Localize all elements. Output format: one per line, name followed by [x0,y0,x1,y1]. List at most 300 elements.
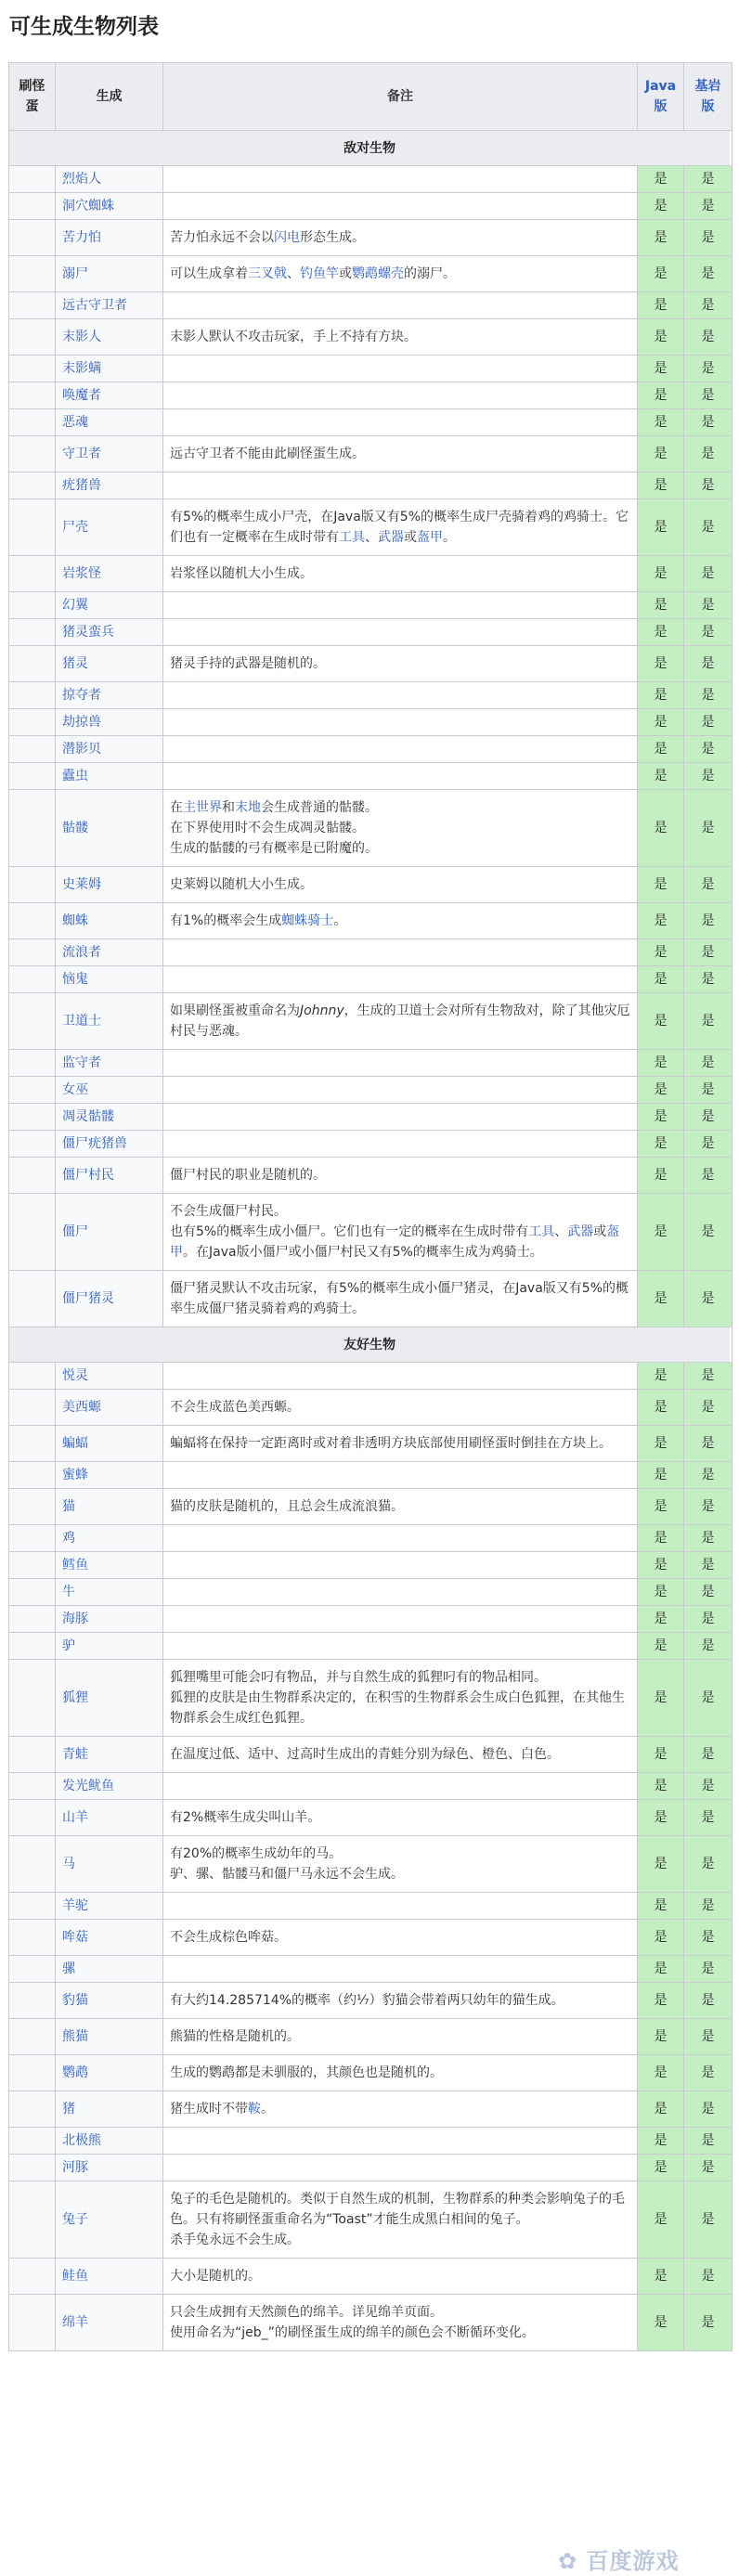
table-row [9,1158,732,1194]
note-text: 。 [443,530,456,545]
bedrock-support: 是 [684,736,732,762]
note-text: 只会生成拥有天然颜色的绵羊。详见绵羊页面。 [170,2305,443,2320]
java-support: 是 [638,1633,684,1659]
java-support: 是 [638,556,684,591]
java-support: 是 [638,2295,684,2350]
col-header-name: 生成 [56,63,163,130]
spawn-egg-icon [9,499,56,555]
java-support: 是 [638,1077,684,1103]
note-text: 或 [593,1224,607,1239]
java-support: 是 [638,1773,684,1799]
mob-name-link[interactable]: 猪灵 [56,646,163,681]
java-support: 是 [638,1462,684,1488]
col-header-egg: 刷怪蛋 [9,63,56,130]
note-link[interactable]: 盔甲 [417,530,443,545]
note-cell [163,1194,638,1270]
java-support: 是 [638,1050,684,1076]
spawn-egg-icon [9,1983,56,2018]
java-support: 是 [638,1363,684,1389]
mob-name-link[interactable]: 卫道士 [56,993,163,1049]
table-row [9,382,732,409]
note-text: 可以生成拿着 [170,266,248,281]
note-cell [163,1956,638,1982]
spawn-egg-icon [9,939,56,965]
note-text: 末影人默认不攻击玩家，手上不持有方块。 [170,330,417,344]
mob-name-link[interactable]: 美西螈 [56,1390,163,1425]
bedrock-support: 是 [684,2128,732,2154]
mob-name-link[interactable]: 守卫者 [56,436,163,472]
note-cell [163,763,638,789]
section-label: 敌对生物 [9,131,730,165]
mob-name-link[interactable]: 洞穴蜘蛛 [56,193,163,219]
spawn-egg-icon [9,736,56,762]
note-text: 有2%概率生成尖叫山羊。 [170,1810,321,1825]
bedrock-support: 是 [684,319,732,355]
note-cell [163,166,638,192]
java-support: 是 [638,1131,684,1157]
bedrock-support: 是 [684,709,732,735]
mob-name-link[interactable]: 蜜蜂 [56,1462,163,1488]
mob-name-link[interactable]: 鳕鱼 [56,1552,163,1578]
mob-name-link[interactable]: 恶魂 [56,409,163,435]
page-title: 可生成生物列表 [9,15,159,39]
java-support: 是 [638,1606,684,1632]
note-text: 在下界使用时不会生成凋灵骷髅。 [170,821,365,835]
spawn-egg-icon [9,619,56,645]
spawn-egg-icon [9,2019,56,2054]
bedrock-support: 是 [684,2295,732,2350]
mob-name-link[interactable]: 苦力怕 [56,220,163,255]
mob-name-link[interactable]: 兔子 [56,2181,163,2258]
mob-name-link[interactable]: 远古守卫者 [56,292,163,318]
table-row [9,1131,732,1158]
note-cell [163,382,638,408]
mob-name-link[interactable]: 凋灵骷髅 [56,1104,163,1130]
spawn-egg-icon [9,966,56,992]
mob-name-link[interactable]: 女巫 [56,1077,163,1103]
mob-name-link[interactable]: 骷髅 [56,790,163,866]
note-link[interactable]: 鞍 [248,2102,261,2116]
table-row [9,1271,732,1327]
mob-name-link[interactable]: 哞菇 [56,1920,163,1955]
mob-name-link[interactable]: 僵尸猪灵 [56,1271,163,1327]
note-cell [163,619,638,645]
java-support: 是 [638,2181,684,2258]
mob-name-link[interactable]: 羊驼 [56,1893,163,1919]
java-support: 是 [638,993,684,1049]
note-text: 岩浆怪以随机大小生成。 [170,566,313,581]
col-header-note: 备注 [163,63,638,130]
note-text: 会生成普通的骷髅。 [261,800,378,815]
java-support: 是 [638,682,684,708]
bedrock-support: 是 [684,382,732,408]
note-cell [163,1920,638,1955]
note-cell [163,709,638,735]
note-cell [163,993,638,1049]
note-text: 有大约14.285714%的概率（约⅐）豹猫会带着两只幼年的猫生成。 [170,1993,564,2008]
note-text: 狐狸嘴里可能会叼有物品，并与自然生成的狐狸叼有的物品相同。 [170,1670,547,1685]
note-link[interactable]: 鹦鹉螺壳 [352,266,404,281]
spawn-egg-icon [9,1271,56,1327]
java-support: 是 [638,1104,684,1130]
note-cell [163,1800,638,1835]
java-support: 是 [638,436,684,472]
note-text: 僵尸村民的职业是随机的。 [170,1168,326,1183]
spawn-egg-icon [9,763,56,789]
java-support: 是 [638,867,684,902]
spawn-egg-icon [9,1050,56,1076]
bedrock-support: 是 [684,1158,732,1193]
bedrock-support: 是 [684,1893,732,1919]
table-row [9,1920,732,1956]
mob-name-link[interactable]: 唤魔者 [56,382,163,408]
mob-name-link[interactable]: 烈焰人 [56,166,163,192]
note-link[interactable]: 工具 [528,1224,555,1239]
note-cell [163,2019,638,2054]
bedrock-support: 是 [684,409,732,435]
spawn-egg-icon [9,1606,56,1632]
note-cell [163,1633,638,1659]
mob-name-link[interactable]: 溺尸 [56,256,163,291]
mob-name-link[interactable]: 青蛙 [56,1737,163,1772]
table-row [9,1800,732,1836]
note-cell [163,472,638,498]
note-text: 生成的鹦鹉都是未驯服的，其颜色也是随机的。 [170,2065,443,2080]
table-row [9,619,732,646]
mob-name-link[interactable]: 史莱姆 [56,867,163,902]
bedrock-support: 是 [684,1737,732,1772]
spawn-egg-icon [9,1773,56,1799]
mob-name-link[interactable]: 幻翼 [56,592,163,618]
note-text: 的溺尸。 [404,266,456,281]
note-cell [163,1773,638,1799]
note-text: 猫的皮肤是随机的，且总会生成流浪猫。 [170,1499,404,1514]
table-row [9,1104,732,1131]
note-text: 和 [222,800,235,815]
note-cell [163,1426,638,1461]
bedrock-support: 是 [684,1920,732,1955]
note-cell [163,903,638,938]
note-cell [163,2055,638,2091]
table-row [9,2259,732,2295]
table-row [9,409,732,436]
java-support: 是 [638,1390,684,1425]
bedrock-support: 是 [684,1525,732,1551]
bedrock-support: 是 [684,220,732,255]
note-cell [163,1660,638,1736]
note-cell [163,319,638,355]
java-support: 是 [638,903,684,938]
java-support: 是 [638,2019,684,2054]
mob-name-link[interactable]: 掠夺者 [56,682,163,708]
bedrock-support: 是 [684,1633,732,1659]
mob-name-link[interactable]: 骡 [56,1956,163,1982]
table-row [9,1579,732,1606]
spawn-egg-icon [9,1489,56,1524]
mob-name-link[interactable]: 发光鱿鱼 [56,1773,163,1799]
mob-name-link[interactable]: 绵羊 [56,2295,163,2350]
note-cell [163,646,638,681]
bedrock-support: 是 [684,292,732,318]
note-cell [163,2295,638,2350]
spawn-egg-icon [9,2259,56,2294]
note-cell [163,409,638,435]
spawn-egg-icon [9,166,56,192]
col-header-bedrock[interactable]: 基岩版 [684,63,732,130]
note-cell [163,2181,638,2258]
java-support: 是 [638,1920,684,1955]
spawn-egg-icon [9,1800,56,1835]
bedrock-support: 是 [684,1050,732,1076]
note-text: 生成的骷髅的弓有概率是已附魔的。 [170,841,378,856]
java-support: 是 [638,319,684,355]
mob-name-link[interactable]: 马 [56,1836,163,1892]
note-cell [163,790,638,866]
java-support: 是 [638,1893,684,1919]
note-cell [163,499,638,555]
table-row [9,2181,732,2259]
spawn-egg-icon [9,319,56,355]
note-cell [163,1836,638,1892]
note-cell [163,256,638,291]
bedrock-support: 是 [684,592,732,618]
bedrock-support: 是 [684,1194,732,1270]
java-support: 是 [638,1426,684,1461]
java-support: 是 [638,1956,684,1982]
table-row [9,1633,732,1660]
mob-name-link[interactable]: 疣猪兽 [56,472,163,498]
mob-name-link[interactable]: 蝙蝠 [56,1426,163,1461]
note-link[interactable]: 主世界 [183,800,222,815]
note-cell [163,1893,638,1919]
mob-name-link[interactable]: 潜影贝 [56,736,163,762]
note-link[interactable]: 钓鱼竿 [300,266,339,281]
note-cell [163,2155,638,2181]
spawn-egg-icon [9,382,56,408]
note-text: 。 [333,913,347,928]
mob-name-link[interactable]: 河豚 [56,2155,163,2181]
mob-name-link[interactable]: 蜘蛛 [56,903,163,938]
note-text: 大小是随机的。 [170,2269,261,2284]
note-cell [163,436,638,472]
note-link[interactable]: 工具 [339,530,365,545]
java-support: 是 [638,1800,684,1835]
spawn-egg-icon [9,1836,56,1892]
mob-name-link[interactable]: 岩浆怪 [56,556,163,591]
note-link[interactable]: 武器 [567,1224,594,1239]
bedrock-support: 是 [684,1489,732,1524]
note-cell [163,1525,638,1551]
mob-name-link[interactable]: 鸡 [56,1525,163,1551]
table-row [9,319,732,356]
mob-name-link[interactable]: 鲑鱼 [56,2259,163,2294]
spawn-egg-icon [9,1131,56,1157]
bedrock-support: 是 [684,1363,732,1389]
table-row [9,1462,732,1489]
mob-name-link[interactable]: 僵尸疣猪兽 [56,1131,163,1157]
table-row [9,556,732,592]
mob-name-link[interactable]: 悦灵 [56,1363,163,1389]
mob-name-link[interactable]: 鹦鹉 [56,2055,163,2091]
watermark-logo: ✿ 百度游戏 [558,2548,680,2574]
note-cell [163,556,638,591]
table-row [9,939,732,966]
table-row [9,1426,732,1462]
table-row [9,790,732,867]
spawn-egg-icon [9,2091,56,2127]
bedrock-support: 是 [684,1660,732,1736]
mob-name-link[interactable]: 僵尸 [56,1194,163,1270]
mob-name-link[interactable]: 劫掠兽 [56,709,163,735]
java-support: 是 [638,2055,684,2091]
spawn-egg-icon [9,867,56,902]
mob-name-link[interactable]: 末影螨 [56,356,163,382]
table-row [9,292,732,319]
mob-name-link[interactable]: 蠹虫 [56,763,163,789]
note-text: 猪生成时不带 [170,2102,248,2116]
note-cell [163,1737,638,1772]
bedrock-support: 是 [684,1836,732,1892]
section-row [9,131,732,166]
table-row [9,436,732,472]
table-row [9,1194,732,1271]
note-text: Johnny [300,1003,344,1018]
mob-name-link[interactable]: 恼鬼 [56,966,163,992]
spawn-egg-icon [9,1633,56,1659]
note-text: 使用命名为“jeb_”的刷怪蛋生成的绵羊的颜色会不断循环变化。 [170,2325,535,2340]
java-support: 是 [638,2155,684,2181]
spawn-egg-icon [9,1525,56,1551]
bedrock-support: 是 [684,790,732,866]
note-text: 不会生成僵尸村民。 [170,1204,287,1219]
table-row [9,356,732,382]
note-text: 形态生成。 [300,230,365,245]
note-text: 、 [287,266,300,281]
bedrock-support: 是 [684,556,732,591]
bedrock-support: 是 [684,966,732,992]
note-text: 在温度过低、适中、过高时生成出的青蛙分别为绿色、橙色、白色。 [170,1747,560,1762]
mob-name-link[interactable]: 牛 [56,1579,163,1605]
spawn-egg-icon [9,1462,56,1488]
note-cell [163,1271,638,1327]
note-cell [163,1462,638,1488]
spawn-egg-icon [9,790,56,866]
bedrock-support: 是 [684,903,732,938]
bedrock-support: 是 [684,939,732,965]
note-text: 熊猫的性格是随机的。 [170,2029,300,2044]
bedrock-support: 是 [684,1773,732,1799]
note-text: 远古守卫者不能由此刷怪蛋生成。 [170,447,365,461]
note-text: 或 [404,530,417,545]
table-row [9,2155,732,2181]
note-text: 有1%的概率会生成 [170,913,282,928]
spawn-egg-icon [9,646,56,681]
table-row [9,763,732,790]
mob-name-link[interactable]: 流浪者 [56,939,163,965]
mob-name-link[interactable]: 山羊 [56,1800,163,1835]
mob-name-link[interactable]: 尸壳 [56,499,163,555]
note-cell [163,736,638,762]
java-support: 是 [638,763,684,789]
note-link[interactable]: 盔甲 [170,1224,620,1260]
table-row [9,1077,732,1104]
table-row [9,2295,732,2351]
java-support: 是 [638,1660,684,1736]
bedrock-support: 是 [684,2181,732,2258]
col-header-java[interactable]: Java版 [638,63,684,130]
mob-name-link[interactable]: 海豚 [56,1606,163,1632]
bedrock-support: 是 [684,1552,732,1578]
spawn-egg-icon [9,256,56,291]
bedrock-support: 是 [684,166,732,192]
note-text: 苦力怕永远不会以 [170,230,274,245]
spawn-egg-icon [9,220,56,255]
java-support: 是 [638,292,684,318]
java-support: 是 [638,1194,684,1270]
note-cell [163,1077,638,1103]
mob-name-link[interactable]: 熊猫 [56,2019,163,2054]
bedrock-support: 是 [684,682,732,708]
bedrock-support: 是 [684,1956,732,1982]
mob-name-link[interactable]: 猪 [56,2091,163,2127]
mob-name-link[interactable]: 豹猫 [56,1983,163,2018]
note-cell [163,193,638,219]
java-support: 是 [638,1525,684,1551]
spawn-egg-icon [9,903,56,938]
note-link[interactable]: 末地 [235,800,261,815]
spawn-egg-icon [9,592,56,618]
note-cell [163,966,638,992]
java-support: 是 [638,166,684,192]
mob-name-link[interactable]: 猪灵蛮兵 [56,619,163,645]
table-row [9,193,732,220]
section-row [9,1327,732,1363]
bedrock-support: 是 [684,763,732,789]
table-row [9,736,732,763]
mob-name-link[interactable]: 驴 [56,1633,163,1659]
mob-name-link[interactable]: 猫 [56,1489,163,1524]
note-link[interactable]: 三叉戟 [248,266,287,281]
note-link[interactable]: 闪电 [274,230,300,245]
bedrock-support: 是 [684,2259,732,2294]
spawn-egg-icon [9,709,56,735]
bedrock-support: 是 [684,356,732,382]
bedrock-support: 是 [684,1800,732,1835]
mob-name-link[interactable]: 北极熊 [56,2128,163,2154]
note-cell [163,2259,638,2294]
table-row [9,1893,732,1920]
table-row [9,682,732,709]
java-support: 是 [638,1579,684,1605]
note-link[interactable]: 武器 [378,530,404,545]
note-text: 不会生成蓝色美西螈。 [170,1400,300,1415]
bedrock-support: 是 [684,499,732,555]
mob-name-link[interactable]: 监守者 [56,1050,163,1076]
table-header-row [9,63,732,131]
mob-name-link[interactable]: 僵尸村民 [56,1158,163,1193]
bedrock-support: 是 [684,619,732,645]
note-link[interactable]: 蜘蛛骑士 [281,913,334,928]
spawn-egg-icon [9,1077,56,1103]
note-cell [163,1050,638,1076]
note-cell [163,1390,638,1425]
mob-name-link[interactable]: 狐狸 [56,1660,163,1736]
bedrock-support: 是 [684,1983,732,2018]
note-text: 杀手兔永远不会生成。 [170,2233,300,2247]
spawn-egg-icon [9,1920,56,1955]
spawn-egg-icon [9,2295,56,2350]
mob-name-link[interactable]: 末影人 [56,319,163,355]
